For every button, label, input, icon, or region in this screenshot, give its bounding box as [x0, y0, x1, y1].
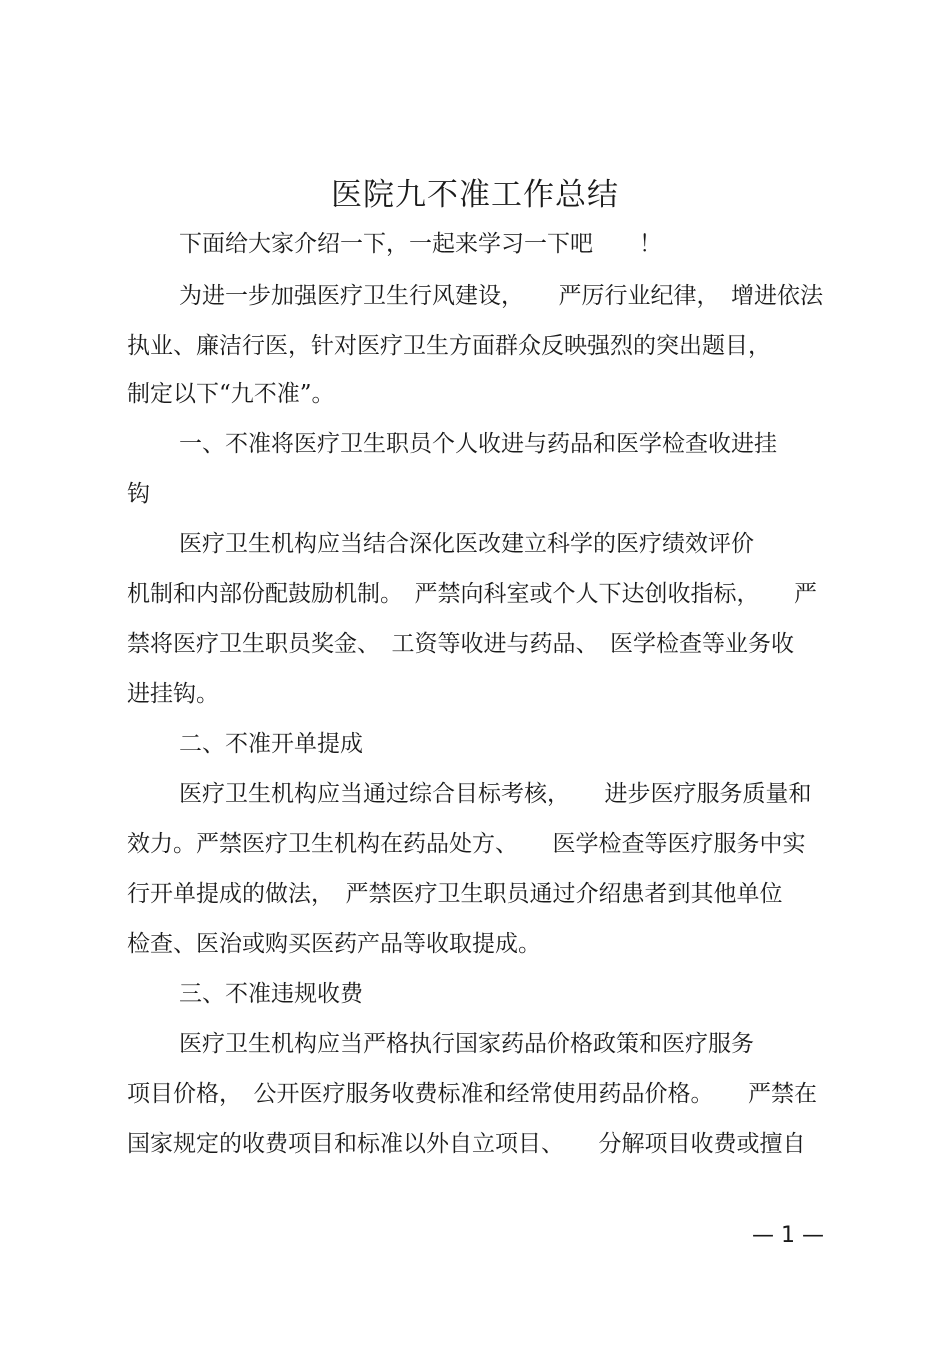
page-number: — 1 —	[752, 1223, 824, 1248]
section-heading-line: 一、不准将医疗卫生职员个人收进与药品和医学检查收进挂	[179, 431, 777, 457]
paragraph-line: 医疗卫生机构应当通过综合目标考核， 进步医疗服务质量和	[179, 781, 812, 807]
paragraph-line: 项目价格， 公开医疗服务收费标准和经常使用药品价格。 严禁在	[127, 1081, 817, 1107]
paragraph-line: 下面给大家介绍一下，一起来学习一下吧 ！	[179, 231, 662, 257]
paragraph-line: 国家规定的收费项目和标准以外自立项目、 分解项目收费或擅自	[127, 1131, 806, 1157]
section-heading: 三、不准违规收费	[179, 981, 363, 1007]
paragraph-line: 效力。严禁医疗卫生机构在药品处方、 医学检查等医疗服务中实	[127, 831, 806, 857]
document-title: 医院九不准工作总结	[331, 177, 619, 213]
paragraph-line: 行开单提成的做法， 严禁医疗卫生职员通过介绍患者到其他单位	[127, 881, 783, 907]
paragraph-line: 制定以下“九不准”。	[127, 381, 335, 407]
paragraph-line: 医疗卫生机构应当结合深化医改建立科学的医疗绩效评价	[179, 531, 754, 557]
paragraph-line: 检查、医治或购买医药产品等收取提成。	[127, 931, 541, 957]
paragraph-line: 机制和内部份配鼓励机制。 严禁向科室或个人下达创收指标， 严	[127, 581, 817, 607]
section-heading: 二、不准开单提成	[179, 731, 363, 757]
section-heading-line: 钩	[127, 481, 150, 507]
paragraph-line: 为进一步加强医疗卫生行风建设， 严厉行业纪律， 增进依法	[179, 283, 823, 309]
paragraph-line: 执业、廉洁行医，针对医疗卫生方面群众反映强烈的突出题目，	[127, 333, 771, 359]
paragraph-line: 进挂钩。	[127, 681, 219, 707]
paragraph-line: 医疗卫生机构应当严格执行国家药品价格政策和医疗服务	[179, 1031, 754, 1057]
paragraph-line: 禁将医疗卫生职员奖金、 工资等收进与药品、 医学检查等业务收	[127, 631, 794, 657]
